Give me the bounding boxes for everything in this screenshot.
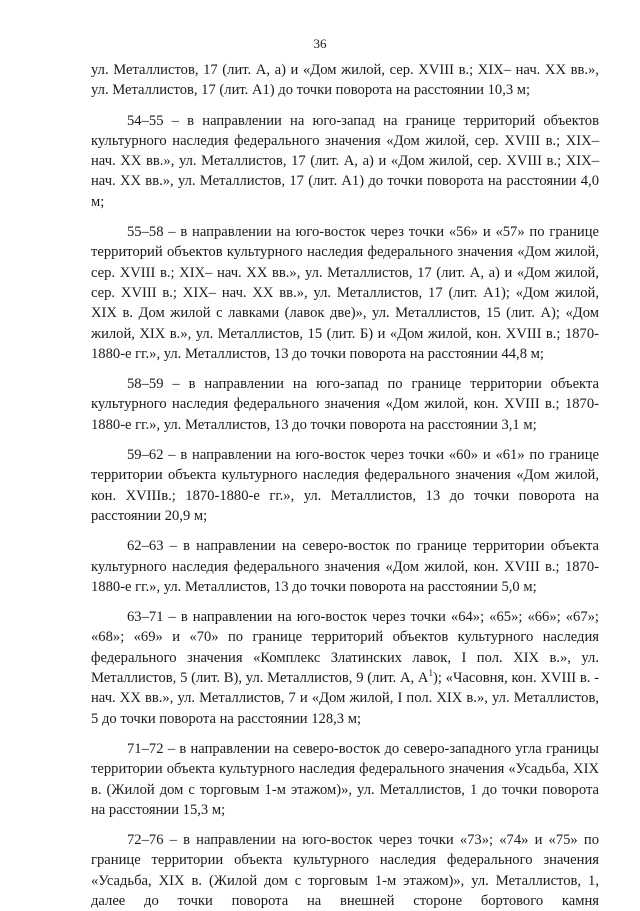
page-number: 36 bbox=[313, 36, 327, 51]
paragraph-text-part: ); «Часовня, кон. XVIII в. - нач. XX вв.», ул. Металлистов, 7 и «Дом жилой, I пол. XIX в.», ул. Металлистов, 5 до точки поворота на расстоянии 128,3 м; bbox=[91, 670, 600, 727]
document-body bbox=[91, 60, 599, 911]
superscript: 1 bbox=[428, 668, 433, 679]
paragraph-segment-59-62: 59–62 – в направлении на юго-восток через точки «60» и «61» по границе территории объекта культурного наследия федерального значения «Дом жилой, кон. XVIIIв.; 1870-1880-е гг.», ул. Металлистов, 13 до точки поворота на расстоянии 20,9 м; bbox=[91, 447, 599, 524]
paragraph-segment-54-55: 54–55 – в направлении на юго-запад на границе территорий объектов культурного наследия федерального значения «Дом жилой, сер. XVIII в.; XIX– нач. XX вв.», ул. Металлистов, 17 (лит. А, а) и «Дом жилой, сер. XVIII в.; XIX– нач. XX вв.», ул. Металлистов, 17 (лит. А1) до точки поворота на расстоянии 4,0 м; bbox=[91, 112, 599, 210]
paragraph-continuation: ул. Металлистов, 17 (лит. А, а) и «Дом жилой, сер. XVIII в.; XIX– нач. XX вв.», ул. Металлистов, 17 (лит. А1) до точки поворота на расстоянии 10,3 м; bbox=[91, 62, 599, 99]
paragraph-segment-71-72: 71–72 – в направлении на северо-восток до северо-западного угла границы территории объекта культурного наследия федерального значения «Усадьба, XIX в. (Жилой дом с торговым 1-м этажом)», ул. Металлистов, 1 до точки поворота на расстоянии 15,3 м; bbox=[91, 740, 599, 818]
paragraph-segment-72-76: 72–76 – в направлении на юго-восток через точки «73»; «74» и «75» по границе территории объекта культурного наследия федерального значения «Усадьба, XIX в. (Жилой дом с торговым 1-м этажом)», ул. Металлистов, 1, далее до точки поворота на внешней стороне бортового камня bbox=[91, 832, 599, 909]
paragraph-segment-63-71 bbox=[91, 607, 599, 729]
paragraph-segment-58-59: 58–59 – в направлении на юго-запад по границе территории объекта культурного наследия федерального значения «Дом жилой, кон. XVIII в.; 1870-1880-е гг.», ул. Металлистов, 13 до точки поворота на расстоянии 3,1 м; bbox=[91, 376, 599, 433]
paragraph-text-part: 63–71 – в направлении на юго-восток через точки «64»; «65»; «66»; «67»; «68»; «69» и «70» по границе территорий объектов культурного наследия федерального значения «Комплекс Златинских лавок, I пол. XIX в.», ул. Металлистов, 5 (лит. В), ул. Металлистов, 9 (лит. А, А bbox=[91, 609, 599, 687]
paragraph-segment-62-63: 62–63 – в направлении на северо-восток по границе территории объекта культурного наследия федерального значения «Дом жилой, кон. XVIII в.; 1870-1880-е гг.», ул. Металлистов, 13 до точки поворота на расстоянии 5,0 м; bbox=[91, 538, 599, 595]
paragraph-segment-55-58: 55–58 – в направлении на юго-восток через точки «56» и «57» по границе территорий объектов культурного наследия федерального значения «Дом жилой, сер. XVIII в.; XIX– нач. XX вв.», ул. Металлистов, 17 (лит. А, а) и «Дом жилой, сер. XVIII в.; XIX– нач. XX вв.», ул. Металлистов, 17 (лит. А1); «Дом жилой, XIX в. Дом жилой с лавками (лавок две)», ул. Металлистов, 15 (лит. А); «Дом жилой, XIX в.», ул. Металлистов, 15 (лит. Б) и «Дом жилой, кон. XVIII в.; 1870-1880-е гг.», ул. Металлистов, 13 до точки поворота на расстоянии 44,8 м; bbox=[91, 224, 599, 362]
